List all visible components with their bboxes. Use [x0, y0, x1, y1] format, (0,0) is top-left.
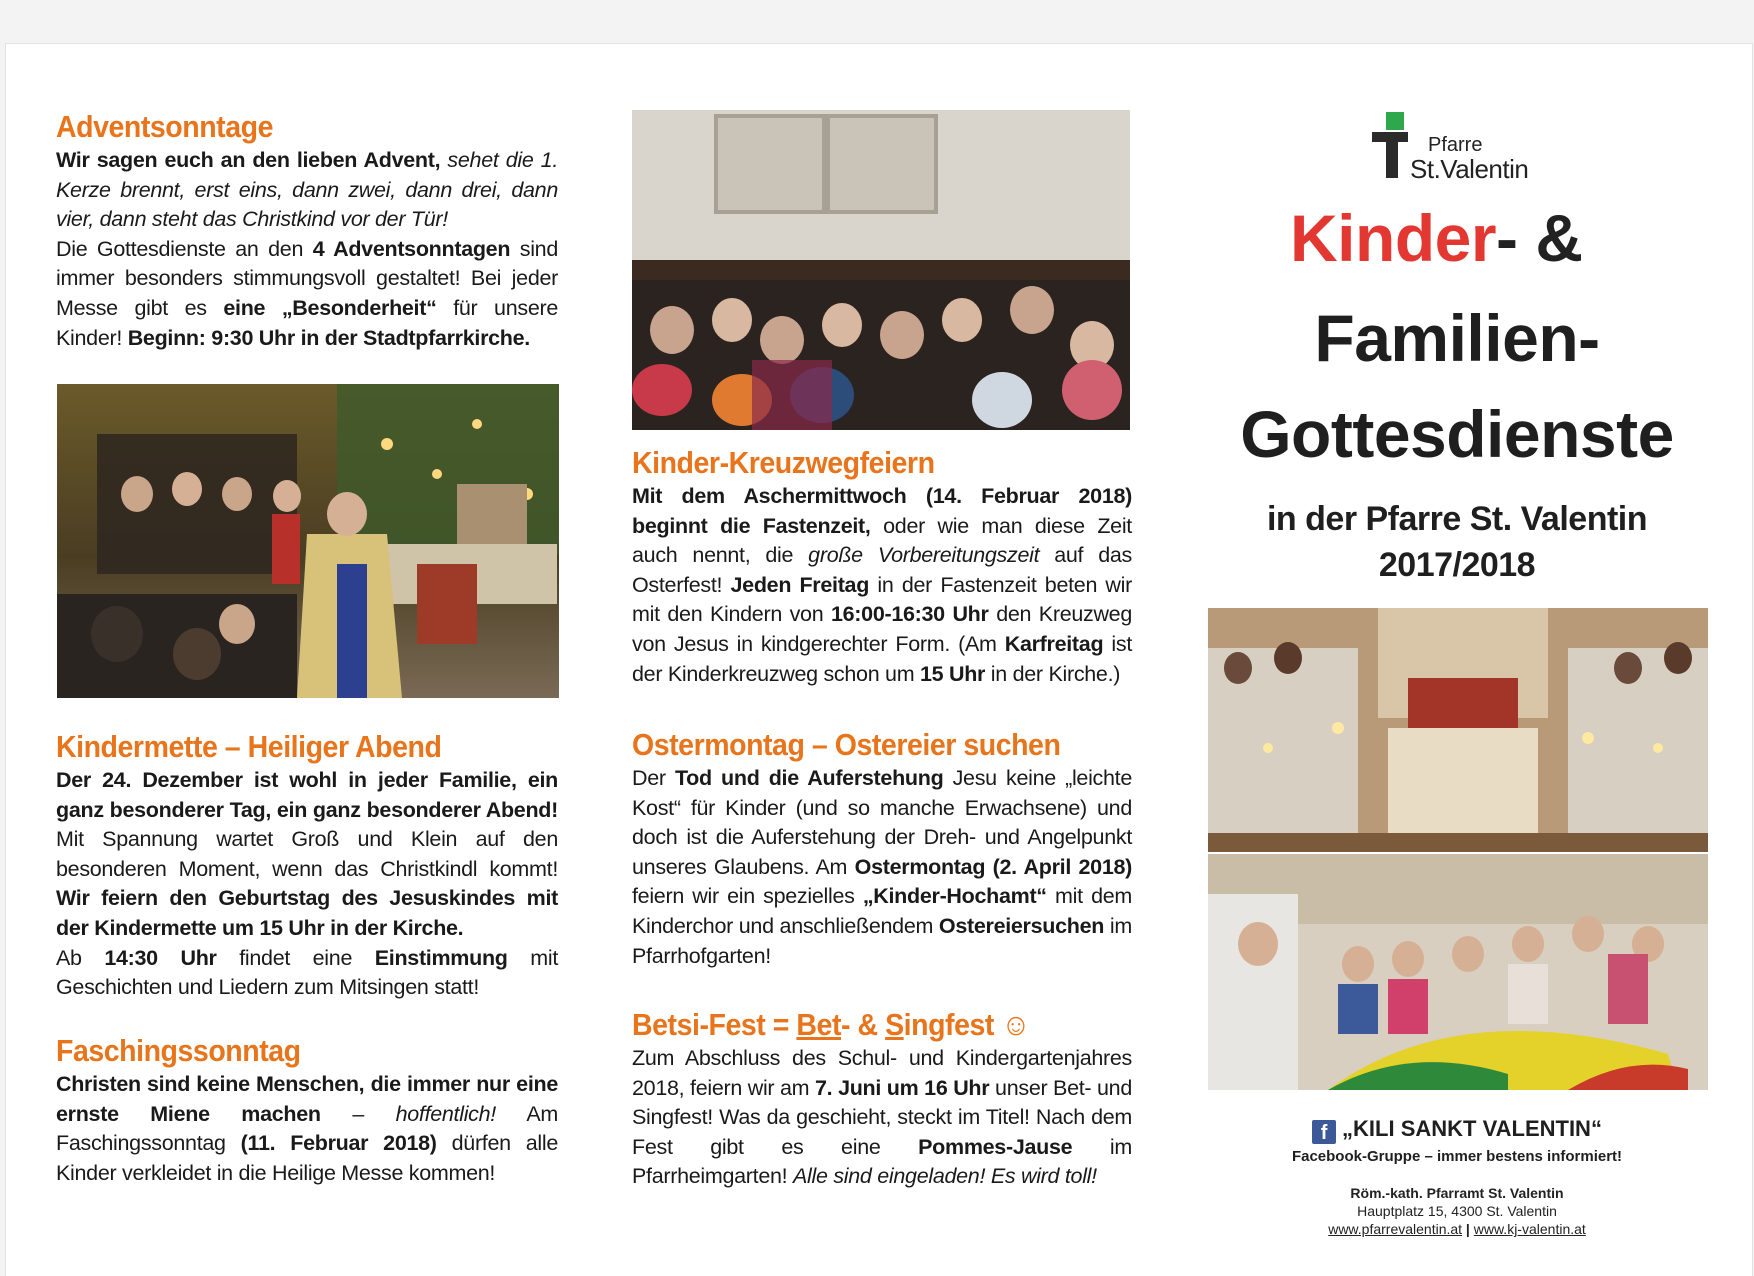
text-ostermontag: Der Tod und die Auferstehung Jesu keine „leichte Kost“ für Kinder (und so manche Erwachsene) und doch ist die Auferstehung der Dreh- und Angelpunkt unseres Glaubens. Am Ostermontag (2. April 2018) feiern wir ein spezielles „Kinder-Hochamt“ mit dem Kinderchor und anschließendem Ostereiersuchen im Pfarrhofgarten! — [632, 766, 1132, 968]
heading-betsi-fest: Betsi-Fest = Bet- & Singfest ☺ — [632, 1007, 1031, 1042]
heading-faschingssonntag: Faschingssonntag — [56, 1033, 301, 1068]
photo-kreuzweg-children — [632, 110, 1130, 430]
facebook-group — [1204, 1116, 1710, 1165]
column-left — [56, 110, 558, 353]
title-kinder: Kinder- & — [1290, 201, 1583, 275]
text-betsi-fest: Zum Abschluss des Schul- und Kindergartenjahres 2018, feiern wir am 7. Juni um 16 Uhr unser Bet- und Singfest! Was da geschieht, steckt im Titel! Nach dem Fest gibt es eine Pommes-Jause im Pfarrheimgarten! Alle sind eingeladen! Es wird toll! — [632, 1046, 1133, 1189]
link-pfarrevalentin[interactable]: www.pfarrevalentin.at — [1328, 1221, 1463, 1237]
section-faschingssonntag — [56, 1034, 558, 1188]
text-adventsonntage: Wir sagen euch an den lieben Advent, sehet die 1. Kerze brennt, erst eins, dann zwei, dann drei, dann vier, dann steht das Christkind vor der Tür! Die Gottesdienste an den 4 Adventsonntagen sind immer besonders stimmungsvoll gestaltet! Bei jeder Messe gibt es eine „Besonderheit“ für unsere Kinder! Beginn: 9:30 Uhr in der Stadtpfarrkirche. — [56, 148, 558, 350]
section-ostermontag — [632, 728, 1132, 971]
text-faschingssonntag: Christen sind keine Menschen, die immer nur eine ernste Miene machen – hoffentlich! Am Faschingssonntag (11. Februar 2018) dürfen alle Kinder verkleidet in die Heilige Messe kommen! — [56, 1072, 559, 1185]
subtitle-year: 2017/2018 — [1378, 546, 1536, 584]
address-title: Röm.-kath. Pfarramt St. Valentin — [1350, 1185, 1564, 1201]
photo-children-parachute — [1208, 854, 1708, 1090]
text-kindermette: Der 24. Dezember ist wohl in jeder Familie, ein ganz besonderer Tag, ein ganz besonderer Abend! Mit Spannung wartet Groß und Klein auf den besonderen Moment, wenn das Christkindl kommt! Wir feiern den Geburtstag des Jesuskindes mit der Kindermette um 15 Uhr in der Kirche. Ab 14:30 Uhr findet eine Einstimmung mit Geschichten und Liedern zum Mitsingen statt! — [56, 768, 559, 1000]
facebook-group-tagline: Facebook-Gruppe – immer bestens informiert! — [1291, 1148, 1623, 1165]
logo-text-st-valentin: St.Valentin — [1410, 154, 1529, 184]
parish-logo — [1370, 112, 1570, 182]
address-street: Hauptplatz 15, 4300 St. Valentin — [1357, 1203, 1557, 1219]
heading-kindermette: Kindermette – Heiliger Abend — [56, 729, 442, 764]
title-gottesdienste: Gottesdienste — [1240, 397, 1674, 471]
section-betsi-fest — [632, 1008, 1132, 1192]
photo-advent-mass — [57, 384, 559, 698]
heading-adventsonntage: Adventsonntage — [56, 109, 273, 144]
heading-ostermontag: Ostermontag – Ostereier suchen — [632, 727, 1061, 762]
subtitle-pfarre: in der Pfarre St. Valentin — [1266, 500, 1647, 538]
heading-kreuzwegfeiern: Kinder-Kreuzwegfeiern — [632, 445, 935, 480]
title-familien: Familien- — [1314, 301, 1600, 375]
logo-text-pfarre: Pfarre — [1428, 134, 1483, 156]
link-kj-valentin[interactable]: www.kj-valentin.at — [1473, 1221, 1586, 1237]
facebook-icon: f — [1312, 1120, 1336, 1144]
section-kindermette — [56, 730, 558, 1003]
address-block: Röm.-kath. Pfarramt St. Valentin Hauptplatz 15, 4300 St. Valentin www.pfarrevalentin.at | www.kj-valentin.at — [1204, 1184, 1710, 1238]
text-kreuzwegfeiern: Mit dem Aschermittwoch (14. Februar 2018) beginnt die Fastenzeit, oder wie man diese Zeit auch nennt, die große Vorbereitungszeit auf das Osterfest! Jeden Freitag in der Fastenzeit beten wir mit den Kindern von 16:00-16:30 Uhr den Kreuzweg von Jesus in kindgerechter Form. (Am Karfreitag ist der Kinderkreuzweg schon um 15 Uhr in der Kirche.) — [632, 484, 1132, 686]
facebook-group-name: „KILI SANKT VALENTIN“ — [1342, 1116, 1602, 1141]
section-kreuzweg — [632, 446, 1132, 689]
photo-altar-candles — [1208, 608, 1708, 852]
